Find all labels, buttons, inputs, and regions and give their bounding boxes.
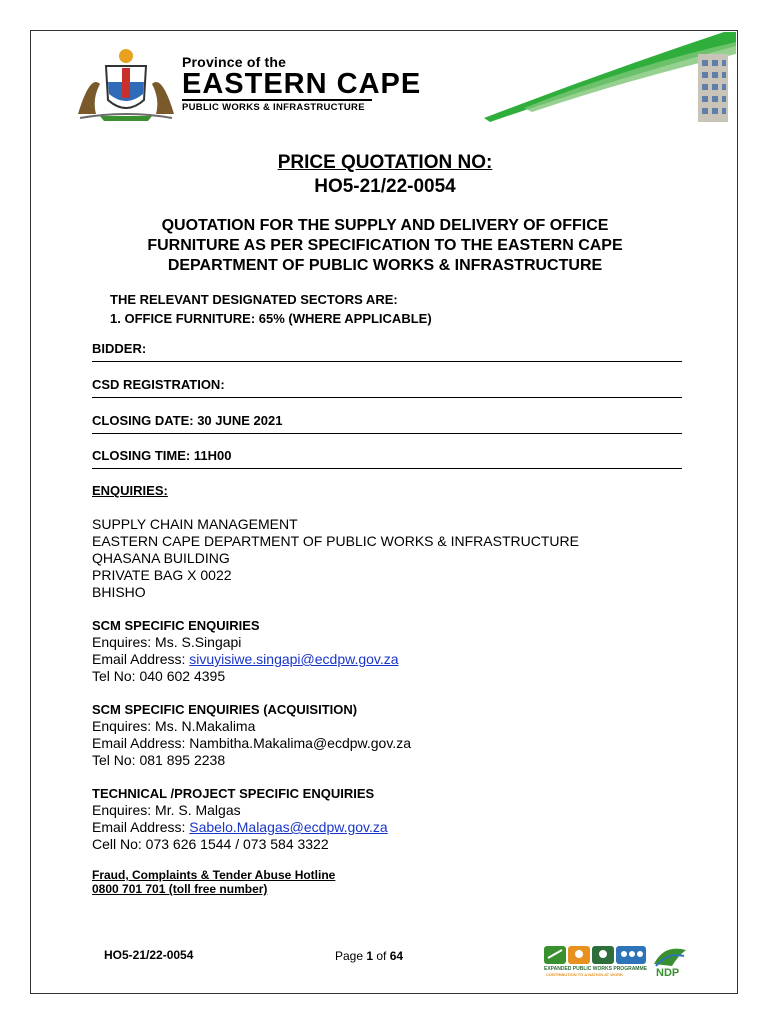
- scm-tel: Tel No: 040 602 4395: [92, 668, 226, 684]
- hotline-number: 0800 701 701 (toll free number): [92, 882, 268, 896]
- technical-cell: Cell No: 073 626 1544 / 073 584 3322: [92, 836, 329, 852]
- email-label: Email Address:: [92, 651, 190, 667]
- acquisition-enquiries: [92, 701, 411, 769]
- quotation-number: HO5-21/22-0054: [314, 176, 456, 197]
- technical-heading: TECHNICAL /PROJECT SPECIFIC ENQUIRIES: [92, 786, 375, 801]
- technical-email-line: [92, 819, 388, 836]
- enquiries-address: [92, 516, 579, 601]
- subtitle-line: QUOTATION FOR THE SUPPLY AND DELIVERY OF OFFICE: [161, 217, 609, 234]
- subtitle-line: DEPARTMENT OF PUBLIC WORKS & INFRASTRUCTURE: [167, 257, 603, 274]
- subtitle-line: FURNITURE AS PER SPECIFICATION TO THE EASTERN CAPE: [147, 237, 623, 254]
- address-line: SUPPLY CHAIN MANAGEMENT: [92, 516, 298, 532]
- province-branding: [182, 54, 421, 113]
- technical-email-link[interactable]: Sabelo.Malagas@ecdpw.gov.za: [189, 819, 388, 835]
- email-label: Email Address:: [92, 819, 190, 835]
- page-number: [335, 949, 403, 963]
- quotation-title: PRICE QUOTATION NO:: [277, 152, 493, 173]
- technical-contact: Enquires: Mr. S. Malgas: [92, 802, 241, 818]
- fraud-hotline: [92, 868, 335, 896]
- province-name: EASTERN CAPE: [182, 68, 422, 100]
- csd-registration-field: CSD REGISTRATION:: [92, 377, 682, 398]
- closing-time-field: CLOSING TIME: 11H00: [92, 448, 682, 469]
- department-line: PUBLIC WORKS & INFRASTRUCTURE: [182, 99, 372, 113]
- address-line: EASTERN CAPE DEPARTMENT OF PUBLIC WORKS & INFRASTRUCTURE: [92, 533, 579, 549]
- bidder-field: BIDDER:: [92, 341, 682, 362]
- scm-contact: Enquires: Ms. S.Singapi: [92, 634, 242, 650]
- scm-heading: SCM SPECIFIC ENQUIRIES: [92, 618, 260, 633]
- scm-email-link[interactable]: sivuyisiwe.singapi@ecdpw.gov.za: [189, 651, 399, 667]
- acquisition-heading: SCM SPECIFIC ENQUIRIES (ACQUISITION): [92, 702, 358, 717]
- enquiries-heading: ENQUIRIES:: [92, 483, 168, 498]
- province-line: Province of the: [182, 54, 287, 70]
- epwp-logo-icon: [544, 944, 692, 978]
- quotation-subtitle: [110, 216, 660, 276]
- coat-of-arms-icon: [70, 44, 182, 122]
- address-line: BHISHO: [92, 584, 146, 600]
- address-line: PRIVATE BAG X 0022: [92, 567, 232, 583]
- page-mid: of: [373, 949, 390, 963]
- scm-email-line: [92, 651, 399, 668]
- page-total: 64: [389, 949, 404, 963]
- ndp-logo-text: NDP: [656, 967, 680, 978]
- header-swoosh-icon: [484, 32, 736, 124]
- epwp-logo-text: EXPANDED PUBLIC WORKS PROGRAMME: [544, 966, 647, 972]
- epwp-tagline: CONTRIBUTION TO A NATION AT WORK: [546, 972, 623, 977]
- address-line: QHASANA BUILDING: [92, 550, 230, 566]
- designated-sectors: [110, 290, 432, 328]
- sectors-heading: THE RELEVANT DESIGNATED SECTORS ARE:: [110, 292, 398, 307]
- footer-reference: HO5-21/22-0054: [104, 948, 194, 962]
- closing-date-field: CLOSING DATE: 30 JUNE 2021: [92, 413, 682, 434]
- sectors-item: 1. OFFICE FURNITURE: 65% (WHERE APPLICABLE): [110, 311, 432, 326]
- page-prefix: Page: [335, 949, 367, 963]
- scm-enquiries: [92, 617, 399, 685]
- page-current: 1: [366, 949, 374, 963]
- technical-enquiries: [92, 785, 388, 853]
- hotline-title: Fraud, Complaints & Tender Abuse Hotline: [92, 868, 336, 882]
- acquisition-email: Email Address: Nambitha.Makalima@ecdpw.gov.za: [92, 735, 411, 751]
- acquisition-tel: Tel No: 081 895 2238: [92, 752, 226, 768]
- acquisition-contact: Enquires: Ms. N.Makalima: [92, 718, 256, 734]
